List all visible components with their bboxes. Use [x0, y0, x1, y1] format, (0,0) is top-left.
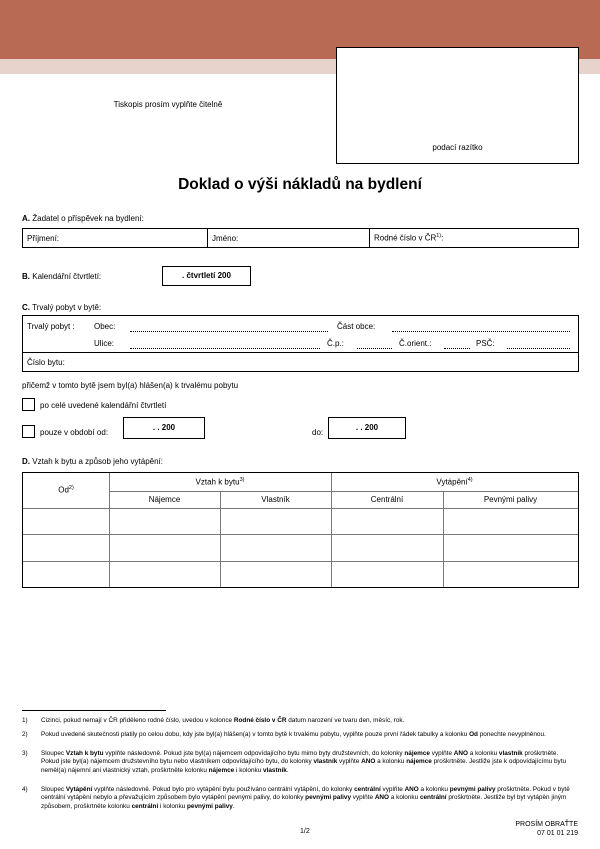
municipality-part-input[interactable] — [392, 331, 570, 332]
footnote-number: 2) — [22, 731, 28, 738]
please-turn: PROSÍM OBRAŤTE — [515, 821, 578, 828]
first-name-label: Jméno: — [212, 234, 239, 243]
surname-label: Příjmení: — [27, 234, 60, 243]
divider — [369, 229, 370, 247]
footnote-text: Sloupec Vztah k bytu vyplňte následovně. Pokud jste byl(a) nájemcem odpovídajícího bytu mimo byty družstevních, do kolonky nájemce vyplňte ANO a kolonku vlastník proškrtněte. Pokud jste byl(a) nájemcem družstevního bytu nebo vlastníkem odpovídajícího bytu, do kolonky vlastník vyplňte ANO a kolonku nájemce proškrtněte. Jestliže jste k odpovídajícímu bytu neměl(a) nájemní ani vlastnický vztah, proškrtněte kolonku nájemce i kolonku vlastník. — [41, 750, 567, 774]
footnote-number: 4) — [22, 786, 28, 793]
date-from-input[interactable]: . . 200 — [123, 417, 205, 439]
section-b-heading: B. Kalendářní čtvrtletí: — [22, 272, 102, 281]
housing-table — [22, 472, 579, 588]
municipality-label: Obec: — [94, 322, 116, 331]
page-title: Doklad o výši nákladů na bydlení — [178, 176, 422, 193]
col-central-header: Centrální — [370, 495, 404, 504]
municipality-input[interactable] — [130, 331, 328, 332]
flat-number-label: Číslo bytu: — [27, 358, 65, 367]
footnote-text: Cizinci, pokud nemají v ČR přiděleno rodné číslo, uvedou v kolonce Rodné číslo v ČR datum narození ve tvaru den, měsíc, rok. — [41, 717, 405, 724]
footnote-number: 3) — [22, 750, 28, 757]
birth-number-label: Rodné číslo v ČR$^{1)}$: — [374, 233, 444, 243]
fill-instruction: Tiskopis prosím vyplňte čitelně — [113, 100, 223, 109]
footnote-text: Sloupec Vytápění vyplňte následovně. Pokud bylo pro vytápění bytu používáno centrální vytápění, do kolonky centrální vyplňte ANO a kolonku pevnými palivy proškrtněte. Pokud v bytě centrální vytápění nebylo a převažujícím způsobem bylo vytápění pevnými palivy, do kolonky pevnými palivy vyplňte ANO a kolonku centrální proškrtněte. Jestliže byl byt vytápěn jiným způsobem, proškrtněte kolonku centrální i kolonku pevnými palivy. — [41, 786, 570, 810]
col-owner-header: Vlastník — [261, 495, 290, 504]
column-divider — [220, 491, 221, 587]
stamp-label: podací razítko — [432, 143, 483, 152]
whole-quarter-label: po celé uvedené kalendářní čtvrtletí — [40, 401, 167, 410]
orientation-number-input[interactable] — [444, 348, 470, 349]
row-divider — [23, 534, 578, 535]
municipality-part-label: Část obce: — [337, 322, 376, 331]
footnote-number: 1) — [22, 717, 28, 724]
form-code: 07 01 01 219 — [537, 830, 578, 837]
section-d-heading: D. Vztah k bytu a způsob jeho vytápění: — [22, 457, 163, 466]
zip-label: PSČ: — [476, 339, 495, 348]
street-input[interactable] — [130, 348, 320, 349]
page-number: 1/2 — [300, 828, 310, 835]
section-a-heading: A. Žadatel o příspěvek na bydlení: — [22, 214, 144, 223]
date-to-input[interactable]: . . 200 — [328, 417, 406, 439]
section-c-heading: C. Trvalý pobyt v bytě: — [22, 303, 102, 312]
period-checkbox[interactable] — [22, 425, 35, 438]
registered-text: přičemž v tomto bytě jsem byl(a) hlášen(a) k trvalému pobytu — [22, 381, 239, 390]
quarter-input[interactable]: . čtvrtletí 200 — [162, 266, 251, 286]
street-label: Ulice: — [94, 339, 115, 348]
row-divider — [23, 561, 578, 562]
row-divider — [23, 508, 578, 509]
col-tenant-header: Nájemce — [148, 495, 181, 504]
permanent-residence-label: Trvalý pobyt : — [27, 322, 75, 331]
divider — [23, 352, 578, 353]
footer-code — [480, 820, 578, 838]
col-solid-fuel-header: Pevnými palivy — [483, 495, 538, 504]
col-heating-header: Vytápění$^{4)}$ — [436, 477, 473, 487]
col-from-header: Od$^{2)}$ — [58, 485, 74, 495]
column-divider — [443, 491, 444, 587]
period-from-label: pouze v období od: — [40, 428, 109, 437]
zip-input[interactable] — [507, 348, 570, 349]
footnote-rule — [22, 710, 166, 711]
footnote-text: Pokud uvedené skutečnosti platily po celou dobu, kdy jste byl(a) hlášen(a) v tomto bytě k trvalému pobytu, vyplňte pouze první řádek tabulky a kolonku Od ponechte nevyplněnou. — [41, 731, 546, 738]
house-number-input[interactable] — [357, 348, 392, 349]
house-number-label: Č.p.: — [327, 339, 344, 348]
whole-quarter-checkbox[interactable] — [22, 398, 35, 411]
row-divider — [109, 491, 578, 492]
date-to-label: do: — [312, 428, 324, 437]
col-relation-header: Vztah k bytu$^{3)}$ — [195, 477, 245, 487]
orientation-number-label: Č.orient.: — [399, 339, 432, 348]
